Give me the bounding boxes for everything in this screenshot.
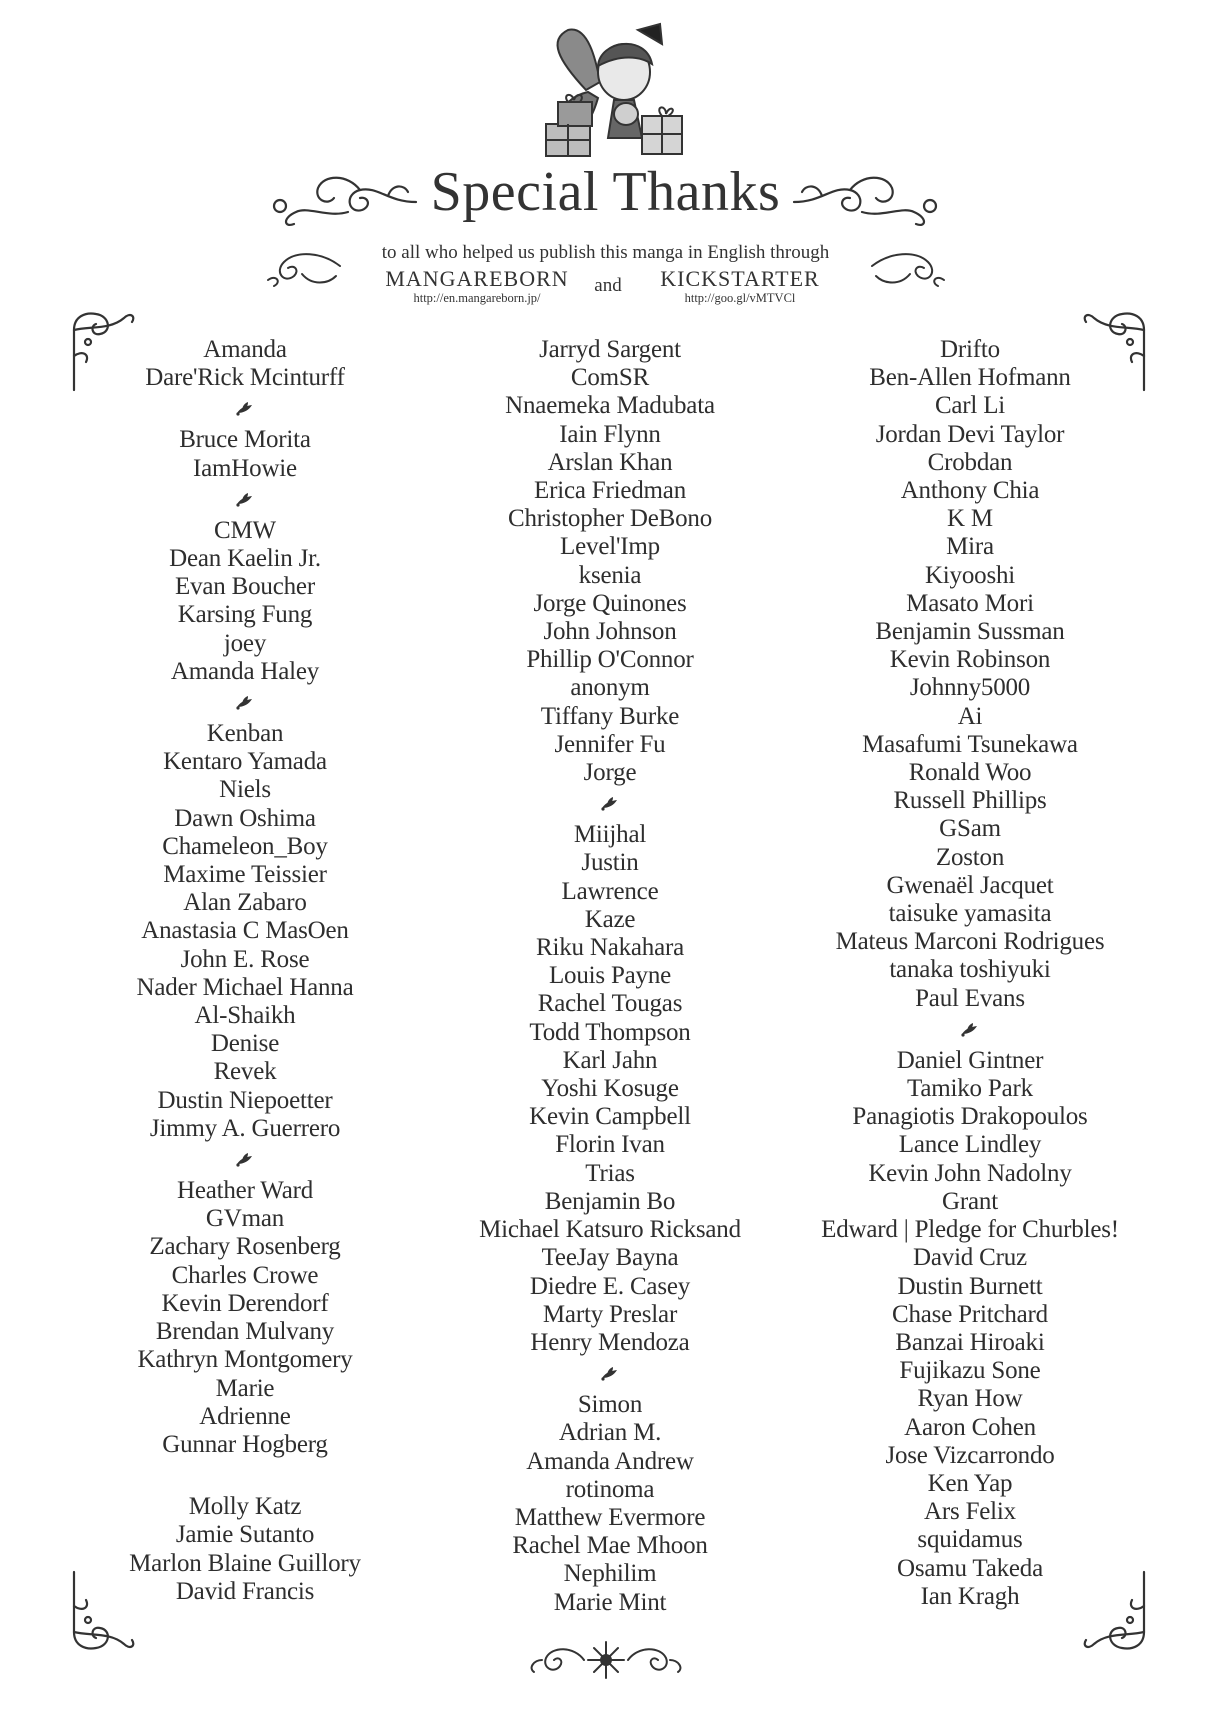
names-column-3 (790, 336, 1150, 1611)
backer-name: Niels (219, 776, 271, 804)
backer-name: Jarryd Sargent (539, 336, 681, 363)
backer-name: GVman (205, 1205, 285, 1233)
brand-connector: and (594, 275, 622, 296)
leaf-sprig-icon (100, 483, 390, 517)
backer-name: Amanda Haley (170, 657, 320, 685)
leaf-sprig-icon (790, 1013, 1150, 1047)
backer-name: Marie (215, 1374, 275, 1402)
title-flourish-right-icon (792, 166, 942, 228)
backer-name: joey (223, 629, 267, 657)
backer-name: Crobdan (927, 448, 1013, 476)
backer-name: ComSR (570, 364, 650, 392)
backer-name: Masato Mori (906, 589, 1034, 617)
backer-name: Matthew Evermore (514, 1503, 706, 1531)
backer-name: Edward | Pledge for Churbles! (821, 1216, 1119, 1244)
backer-name: Arslan Khan (547, 448, 673, 476)
backer-name: Drifto (940, 336, 1000, 363)
backer-name: Dean Kaelin Jr. (169, 545, 321, 573)
backer-name: Chameleon_Boy (162, 832, 328, 860)
backer-name: John Johnson (543, 618, 677, 646)
backer-name: Marty Preslar (542, 1300, 678, 1328)
backer-name: Florin Ivan (555, 1131, 665, 1159)
backer-name: Kevin Campbell (529, 1103, 691, 1131)
backer-name: tanaka toshiyuki (889, 956, 1051, 984)
backer-name: Nnaemeka Madubata (505, 392, 715, 420)
backer-name: Fujikazu Sone (899, 1357, 1041, 1385)
backer-name: Johnny5000 (909, 674, 1031, 702)
brand-kickstarter (634, 267, 846, 306)
backer-name: Alan Zabaro (183, 889, 307, 917)
backer-name: Zoston (935, 843, 1005, 871)
backer-name: Al-Shaikh (194, 1002, 296, 1030)
backer-name: Dare'Rick Mcinturff (145, 364, 345, 392)
brand-mangareborn-name: MANGAREBORN (385, 266, 569, 291)
backer-name: Brendan Mulvany (155, 1318, 335, 1346)
leaf-sprig-icon (450, 1357, 770, 1391)
backer-name: Charles Crowe (171, 1261, 319, 1289)
backer-name: Jamie Sutanto (175, 1521, 315, 1549)
backer-name: Mateus Marconi Rodrigues (835, 928, 1105, 956)
backer-name: Phillip O'Connor (526, 646, 694, 674)
backer-name: Molly Katz (188, 1493, 302, 1521)
backer-name: John E. Rose (180, 945, 310, 973)
backer-name: TeeJay Bayna (541, 1244, 679, 1272)
backer-name: Michael Katsuro Ricksand (479, 1216, 741, 1244)
fairy-with-gifts-icon (528, 20, 698, 170)
backer-name: Ronald Woo (908, 759, 1032, 787)
backer-name: Louis Payne (548, 962, 672, 990)
backer-name: Dawn Oshima (174, 804, 316, 832)
backer-name: Miijhal (573, 821, 647, 849)
backer-name: Dustin Burnett (897, 1272, 1043, 1300)
backer-name: Tamiko Park (907, 1075, 1033, 1103)
brand-mangareborn-url[interactable]: http://en.mangareborn.jp/ (413, 291, 541, 305)
backer-name: Lance Lindley (898, 1131, 1042, 1159)
backer-name: GSam (939, 815, 1001, 843)
backer-name: Denise (210, 1030, 280, 1058)
backer-name: ksenia (578, 561, 642, 589)
backer-name: Benjamin Sussman (875, 618, 1065, 646)
backer-name: Adrienne (199, 1402, 291, 1430)
backer-name: Tiffany Burke (540, 702, 680, 730)
leaf-sprig-icon (100, 392, 390, 426)
names-column-2 (450, 336, 770, 1617)
backer-name: Jordan Devi Taylor (875, 420, 1065, 448)
backer-name: Anthony Chia (900, 477, 1040, 505)
backer-name: Chase Pritchard (892, 1300, 1048, 1328)
backer-name: Mira (946, 533, 994, 561)
backer-name: Amanda Andrew (526, 1447, 694, 1475)
backer-name: Gwenaël Jacquet (886, 871, 1054, 899)
backer-name: Anastasia C MasOen (141, 917, 349, 945)
backer-name: K M (947, 505, 993, 533)
backer-name: Osamu Takeda (896, 1554, 1044, 1582)
backer-name: Nephilim (563, 1560, 657, 1588)
backer-name: Justin (581, 849, 639, 877)
backer-name: Henry Mendoza (530, 1328, 690, 1356)
backer-name: Bruce Morita (179, 426, 311, 454)
subtitle: to all who helped us publish this manga in English through (381, 242, 830, 263)
backer-name: Todd Thompson (529, 1018, 691, 1046)
backer-name: Erica Friedman (534, 477, 686, 505)
backer-name: Jorge Quinones (533, 589, 687, 617)
backer-name: Ars Felix (924, 1498, 1016, 1526)
backer-name: Jimmy A. Guerrero (149, 1114, 341, 1142)
group-gap (100, 1459, 390, 1493)
backer-name: Jose Vizcarrondo (885, 1441, 1055, 1469)
backer-name: Kentaro Yamada (163, 748, 327, 776)
sponsor-brands (0, 267, 1211, 313)
backer-name: Grant (942, 1187, 998, 1215)
backer-name: Ai (957, 702, 983, 730)
backer-name: Simon (577, 1391, 643, 1419)
names-column-1 (100, 336, 390, 1606)
backer-name: Karsing Fung (177, 601, 313, 629)
backer-name: Marie Mint (553, 1588, 667, 1616)
backer-name: Ian Kragh (920, 1582, 1020, 1610)
backer-name: Evan Boucher (175, 573, 315, 601)
page-title: Special Thanks (430, 161, 781, 223)
backer-name: Panagiotis Drakopoulos (852, 1103, 1088, 1131)
backer-name: Maxime Teissier (163, 861, 327, 889)
leaf-sprig-icon (450, 787, 770, 821)
backer-name: Paul Evans (915, 984, 1025, 1012)
backer-name: Rachel Tougas (537, 990, 683, 1018)
backer-name: Lawrence (561, 877, 659, 905)
backer-name: Adrian M. (558, 1419, 662, 1447)
backer-name: Karl Jahn (562, 1046, 658, 1074)
backer-name: Dustin Niepoetter (157, 1086, 333, 1114)
backer-name: Ken Yap (927, 1469, 1013, 1497)
backer-name: Diedre E. Casey (529, 1272, 691, 1300)
brand-mangareborn (372, 267, 582, 306)
backer-name: taisuke yamasita (888, 900, 1052, 928)
backer-name: Zachary Rosenberg (149, 1233, 341, 1261)
backer-name: Kevin John Nadolny (868, 1159, 1072, 1187)
bottom-ornament-icon (522, 1638, 690, 1682)
backer-name: Revek (213, 1058, 277, 1086)
backer-name: CMW (214, 516, 276, 544)
backer-name: Amanda (203, 336, 287, 363)
backer-name: Marlon Blaine Guillory (129, 1549, 361, 1577)
backer-name: Gunnar Hogberg (162, 1430, 328, 1458)
backer-name: Benjamin Bo (544, 1187, 676, 1215)
backer-name: Banzai Hiroaki (895, 1328, 1045, 1356)
backer-name: Christopher DeBono (507, 505, 713, 533)
backer-name: David Francis (175, 1577, 315, 1605)
leaf-sprig-icon (100, 1143, 390, 1177)
backer-name: squidamus (917, 1526, 1023, 1554)
backer-name: Heather Ward (176, 1177, 314, 1205)
backer-name: Ryan How (917, 1385, 1023, 1413)
leaf-sprig-icon (100, 686, 390, 720)
backer-name: Kenban (206, 720, 284, 748)
backer-name: rotinoma (565, 1475, 655, 1503)
backer-name: Riku Nakahara (535, 934, 685, 962)
backer-name: Jorge (583, 759, 637, 787)
backer-name: Russell Phillips (893, 787, 1047, 815)
backer-name: Masafumi Tsunekawa (862, 730, 1078, 758)
title-flourish-left-icon (268, 166, 418, 228)
backer-name: Trias (585, 1159, 635, 1187)
backer-name: Kiyooshi (924, 561, 1016, 589)
brand-kickstarter-url[interactable]: http://goo.gl/vMTVCl (684, 291, 796, 305)
backer-name: Ben-Allen Hofmann (869, 364, 1071, 392)
backer-name: Kathryn Montgomery (137, 1346, 353, 1374)
backer-name: Kaze (584, 905, 636, 933)
backer-name: Aaron Cohen (904, 1413, 1036, 1441)
backer-name: Rachel Mae Mhoon (512, 1532, 708, 1560)
backer-name: anonym (570, 674, 650, 702)
backer-name: David Cruz (913, 1244, 1027, 1272)
backer-name: Carl Li (934, 392, 1006, 420)
backer-name: Kevin Robinson (889, 646, 1051, 674)
backer-name: Nader Michael Hanna (136, 973, 354, 1001)
backer-name: Jennifer Fu (554, 730, 666, 758)
backer-name: Iain Flynn (559, 420, 661, 448)
backer-name: Daniel Gintner (896, 1046, 1044, 1074)
brand-kickstarter-name: KICKSTARTER (660, 266, 820, 291)
backer-name: Level'Imp (560, 533, 660, 561)
backer-name: IamHowie (193, 454, 297, 482)
backer-name: Kevin Derendorf (161, 1289, 329, 1317)
backer-name: Yoshi Kosuge (541, 1075, 679, 1103)
